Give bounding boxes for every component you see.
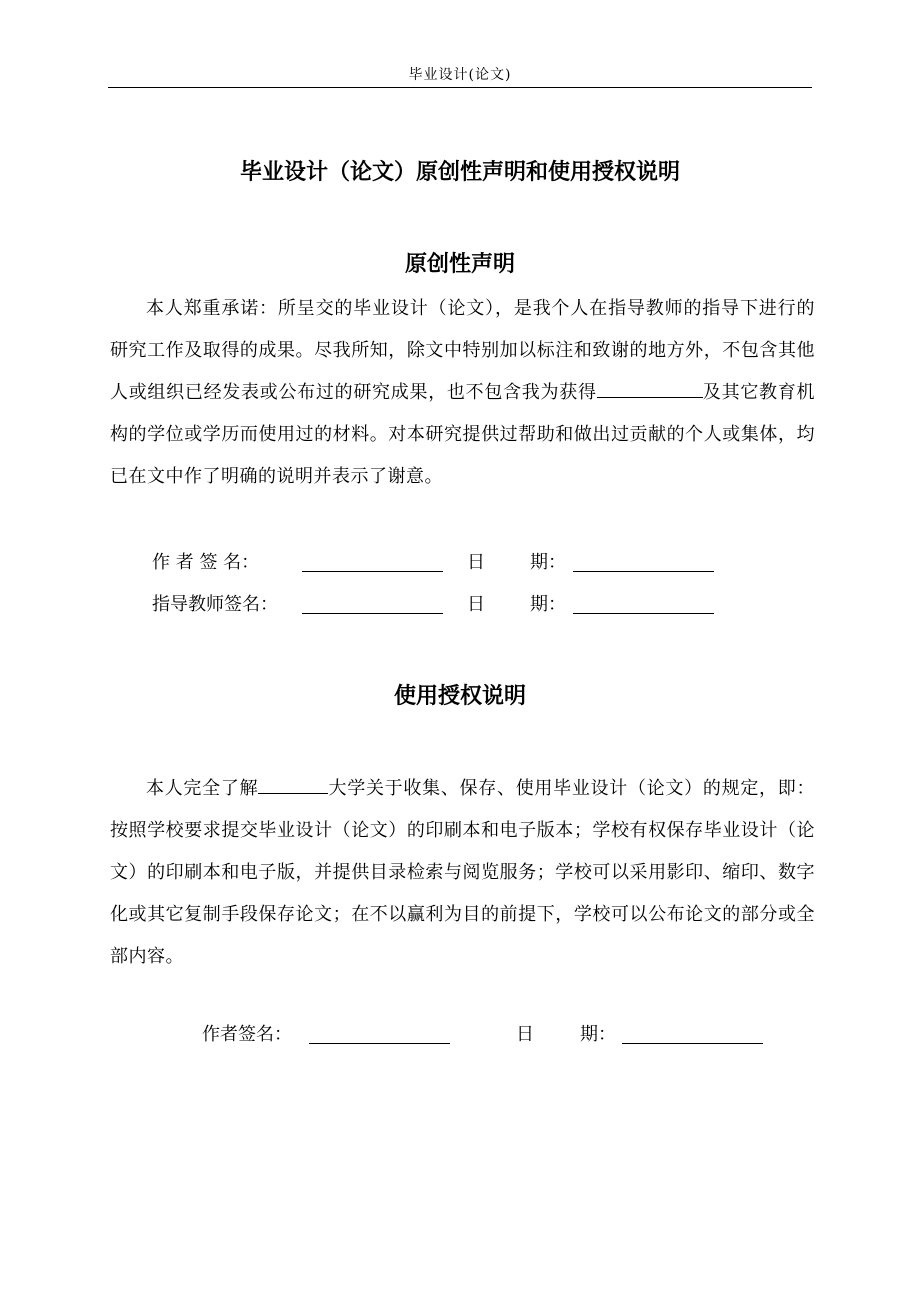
advisor-signature-line[interactable] [302, 613, 443, 614]
authorization-signature-line[interactable] [309, 1043, 450, 1044]
running-header: 毕业设计(论文) [408, 67, 512, 83]
authorization-signature-row [202, 1020, 802, 1050]
author-date-line[interactable] [573, 571, 714, 572]
authorization-author-label: 作者签名： [202, 1024, 292, 1045]
document-title: 毕业设计（论文）原创性声明和使用授权说明 [239, 160, 680, 185]
authorization-heading: 使用授权说明 [393, 684, 526, 709]
authorization-date-line[interactable] [622, 1043, 763, 1044]
authorization-statement [110, 768, 815, 978]
date-label-char-1: 日 [516, 1024, 534, 1045]
originality-text-part-1: 本人郑重承诺：所呈交的毕业设计（论文），是我个人在指导教师的指导下进行的研究工作及取得的成果。尽我所知，除文中特别加以标注和致谢的地方外，不包含其他人或组织已经发表或公布过的研究成果，也不包含我为获得 [110, 298, 815, 403]
authorization-text-part-2: 大学关于收集、保存、使用毕业设计（论文）的规定，即：按照学校要求提交毕业设计（论文）的印刷本和电子版本；学校有权保存毕业设计（论文）的印刷本和电子版，并提供目录检索与阅览服务；学校可以采用影印、缩印、数字化或其它复制手段保存论文；在不以赢利为目的前提下，学校可以公布论文的部分或全部内容。 [110, 778, 815, 967]
advisor-signature-row [152, 590, 752, 620]
authorization-text-part-1: 本人完全了解 [146, 778, 259, 799]
originality-statement [110, 288, 815, 498]
author-signature-line[interactable] [302, 571, 443, 572]
author-signature-row [152, 548, 752, 578]
author-signature-label: 作 者 签 名： [152, 552, 260, 573]
date-label-char-1: 日 [467, 552, 485, 573]
date-label-char-1: 日 [467, 594, 485, 615]
university-name-blank[interactable] [258, 774, 328, 794]
advisor-signature-label: 指导教师签名： [152, 594, 278, 615]
advisor-date-line[interactable] [573, 613, 714, 614]
date-label-char-2: 期： [530, 552, 566, 573]
date-label-char-2: 期： [580, 1024, 616, 1045]
originality-heading: 原创性声明 [404, 252, 515, 277]
header-divider [108, 87, 812, 88]
originality-text-part-2: 及其它教育机构的学位或学历而使用过的材料。对本研究提供过帮助和做出过贡献的个人或集体，均已在文中作了明确的说明并表示了谢意。 [110, 382, 815, 487]
date-label-char-2: 期： [530, 594, 566, 615]
degree-name-blank[interactable] [597, 378, 703, 398]
